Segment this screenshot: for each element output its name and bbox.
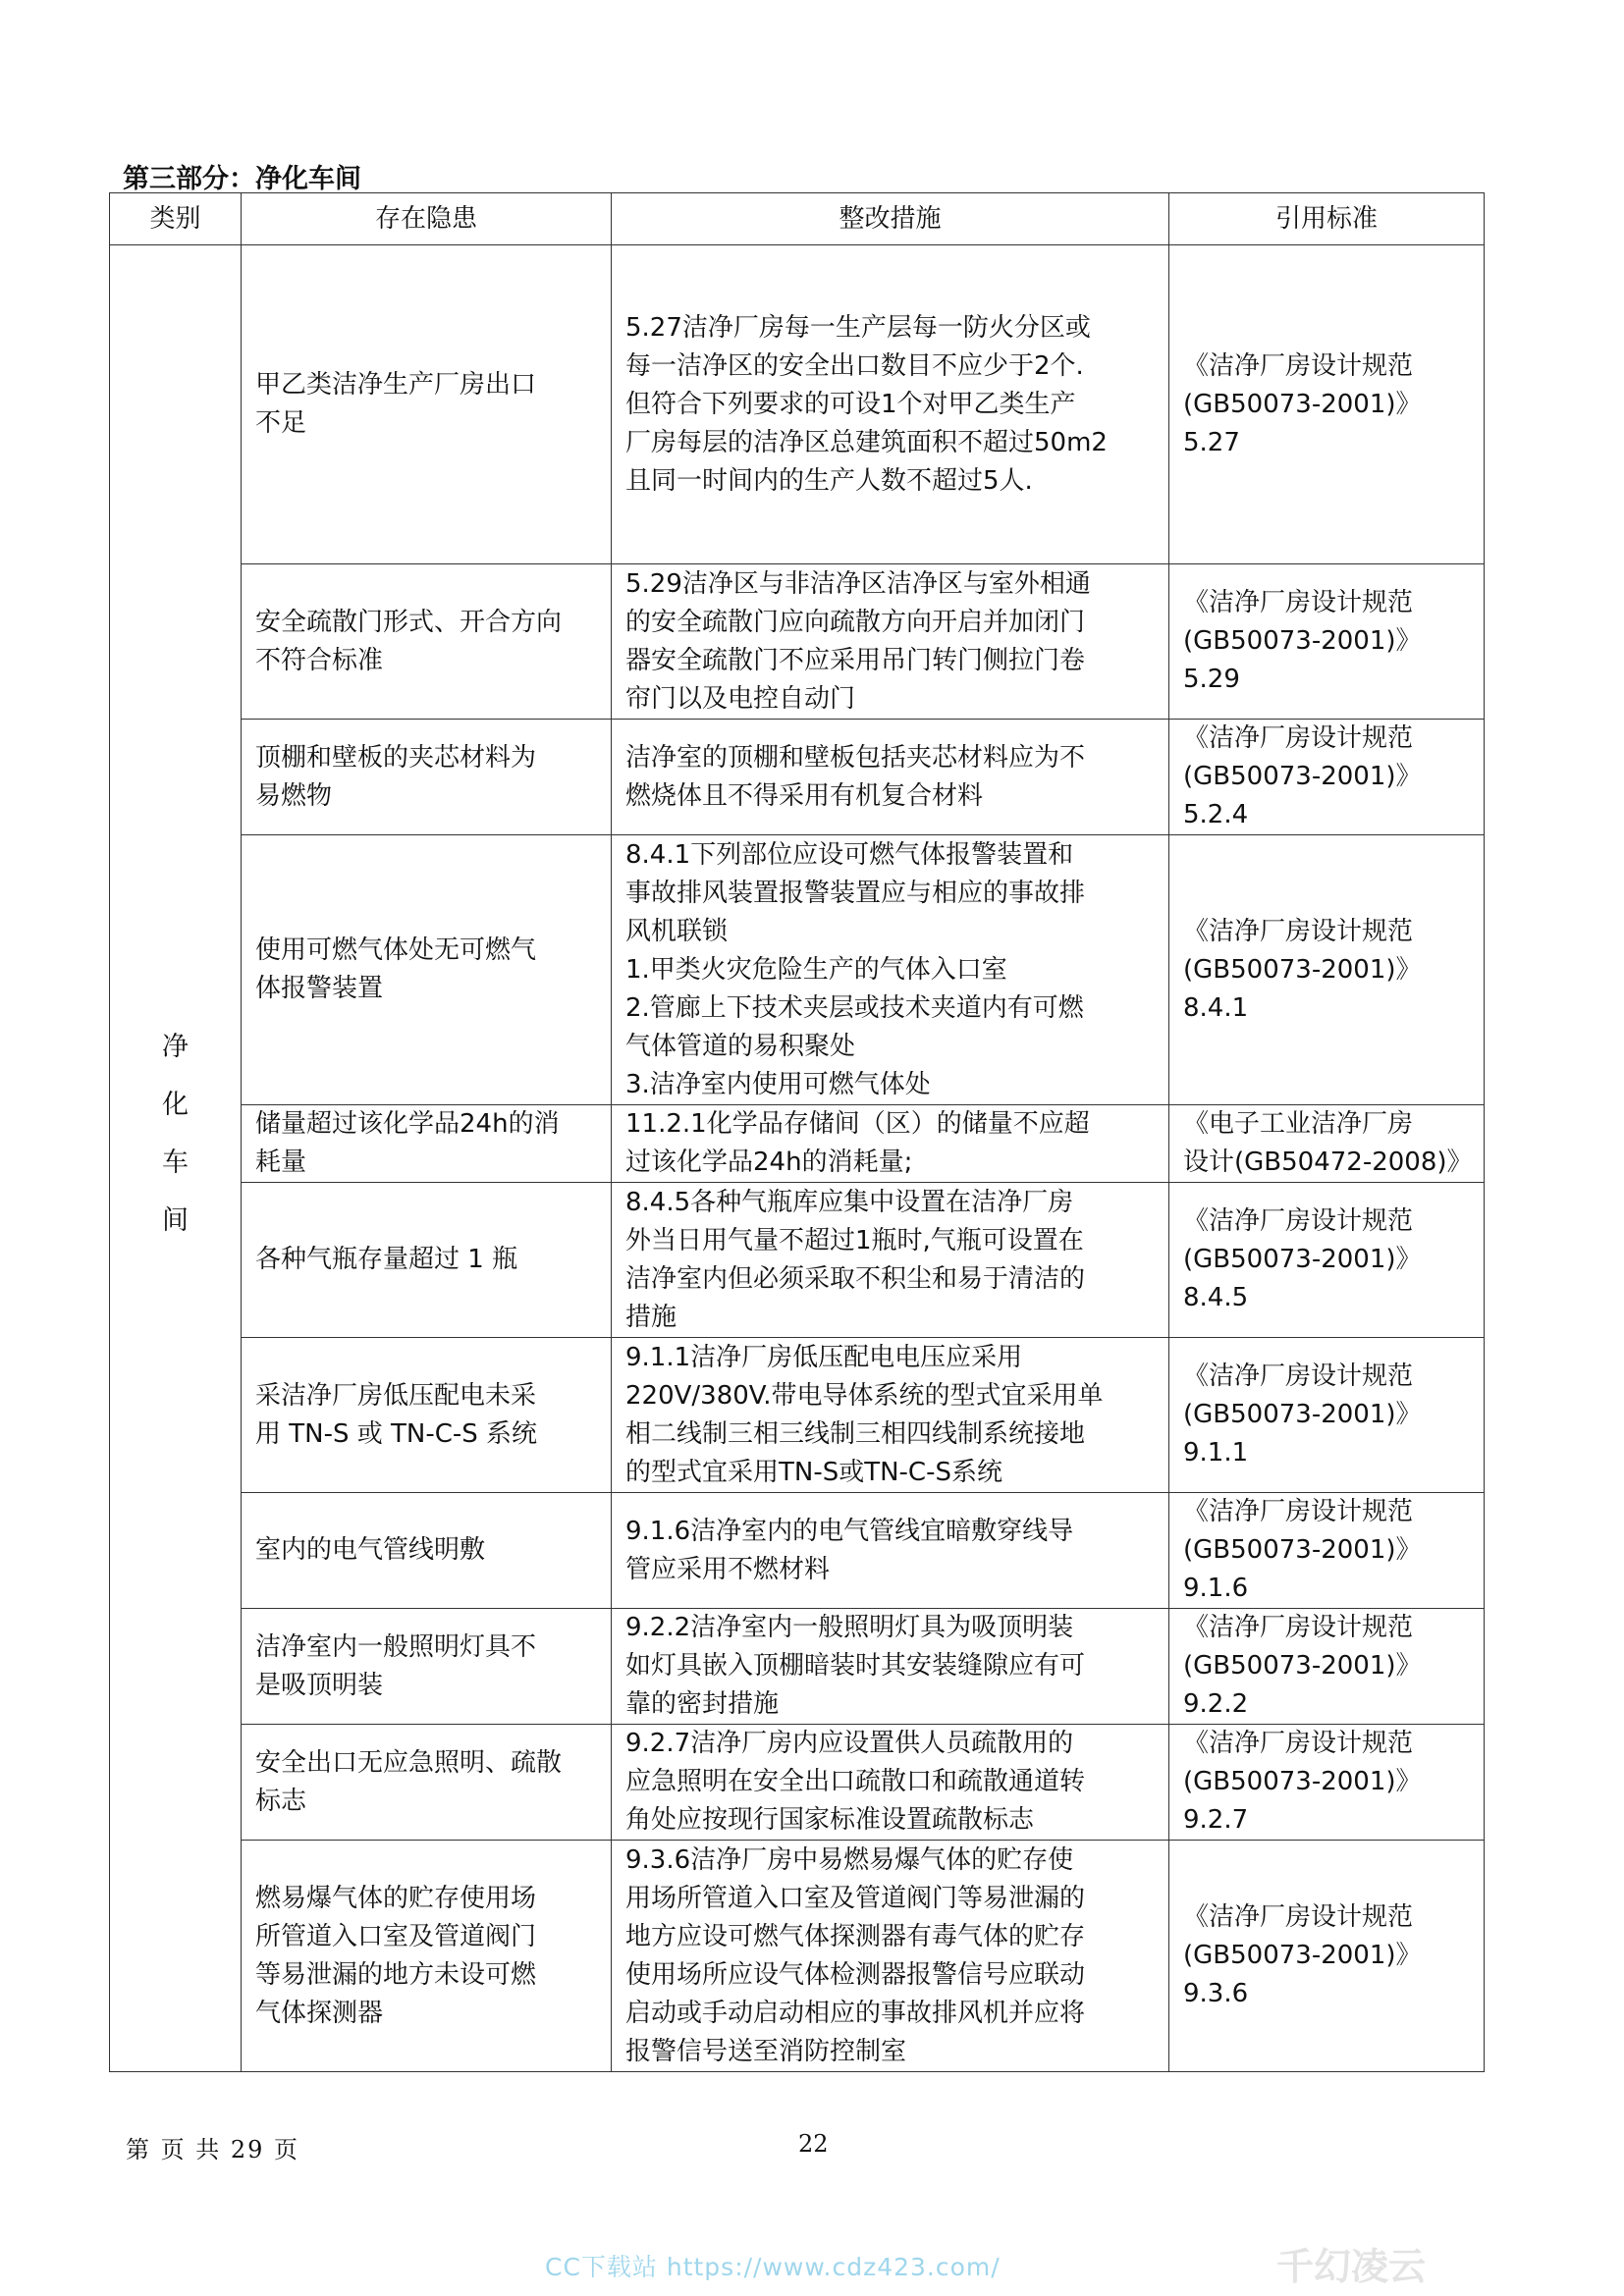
standard-cell: 《洁净厂房设计规范 (GB50073-2001)》 9.1.6 [1169,1493,1485,1609]
table-row [110,1493,1485,1609]
category-char: 化 [162,1090,189,1120]
standard-cell: 《洁净厂房设计规范 (GB50073-2001)》5.27 [1169,245,1485,564]
header-hazard: 存在隐患 [242,193,612,245]
measure-cell: 5.29洁净区与非洁净区洁净区与室外相通 的安全疏散门应向疏散方向开启并加闭门 器安全疏散门不应采用吊门转门侧拉门卷 帘门以及电控自动门 [612,564,1169,720]
page-number: 22 [798,2130,829,2158]
measure-cell: 5.27洁净厂房每一生产层每一防火分区或 每一洁净区的安全出口数目不应少于2个. 但符合下列要求的可设1个对甲乙类生产 厂房每层的洁净区总建筑面积不超过50m2 且同一时间内的生产人数不超过5人. [612,245,1169,564]
hazard-cell: 甲乙类洁净生产厂房出口 不足 [242,245,612,564]
measure-cell: 9.1.6洁净室内的电气管线宜暗敷穿线导 管应采用不燃材料 [612,1493,1169,1609]
table-row [110,1105,1485,1183]
category-char: 间 [162,1205,189,1236]
measure-cell: 9.3.6洁净厂房中易燃易爆气体的贮存使 用场所管道入口室及管道阀门等易泄漏的 地方应设可燃气体探测器有毒气体的贮存 使用场所应设气体检测器报警信号应联动 启动或手动启动相应的事故排风机并应将 报警信号送至消防控制室 [612,1841,1169,2072]
hazard-cell: 顶棚和壁板的夹芯材料为 易燃物 [242,720,612,835]
category-char: 净 [162,1032,189,1062]
hazard-cell: 安全疏散门形式、开合方向 不符合标准 [242,564,612,720]
hazard-cell: 安全出口无应急照明、疏散 标志 [242,1725,612,1841]
section-title: 第三部分：净化车间 [123,164,361,194]
table-row [110,1725,1485,1841]
hazard-table [109,192,1485,2072]
table-header-row [110,193,1485,245]
measure-cell: 9.2.2洁净室内一般照明灯具为吸顶明装 如灯具嵌入顶棚暗装时其安装缝隙应有可 靠的密封措施 [612,1609,1169,1725]
measure-cell: 11.2.1化学品存储间（区）的储量不应超 过该化学品24h的消耗量; [612,1105,1169,1183]
standard-cell: 《洁净厂房设计规范 (GB50073-2001)》 9.2.7 [1169,1725,1485,1841]
standard-cell: 《洁净厂房设计规范 (GB50073-2001)》 8.4.5 [1169,1183,1485,1338]
table-row [110,720,1485,835]
hazard-cell: 采洁净厂房低压配电未采 用 TN-S 或 TN-C-S 系统 [242,1338,612,1493]
hazard-cell: 储量超过该化学品24h的消 耗量 [242,1105,612,1183]
header-category: 类别 [110,193,242,245]
standard-cell: 《洁净厂房设计规范 (GB50073-2001)》5.29 [1169,564,1485,720]
standard-cell: 《洁净厂房设计规范 (GB50073-2001)》 9.3.6 [1169,1841,1485,2072]
header-standard: 引用标准 [1169,193,1485,245]
watermark-url: CC下载站 https://www.cdz423.com/ [545,2253,1001,2281]
table-row [110,1338,1485,1493]
header-measure: 整改措施 [612,193,1169,245]
category-char: 车 [162,1148,189,1178]
table-row [110,564,1485,720]
table-row [110,1841,1485,2072]
hazard-cell: 各种气瓶存量超过 1 瓶 [242,1183,612,1338]
measure-cell: 8.4.5各种气瓶库应集中设置在洁净厂房 外当日用气量不超过1瓶时,气瓶可设置在 洁净室内但必须采取不积尘和易于清洁的 措施 [612,1183,1169,1338]
hazard-cell: 室内的电气管线明敷 [242,1493,612,1609]
measure-cell: 9.2.7洁净厂房内应设置供人员疏散用的 应急照明在安全出口疏散口和疏散通道转 角处应按现行国家标准设置疏散标志 [612,1725,1169,1841]
table-row [110,1183,1485,1338]
hazard-cell: 使用可燃气体处无可燃气 体报警装置 [242,835,612,1105]
hazard-cell: 洁净室内一般照明灯具不 是吸顶明装 [242,1609,612,1725]
measure-cell: 9.1.1洁净厂房低压配电电压应采用 220V/380V.带电导体系统的型式宜采用单 相二线制三相三线制三相四线制系统接地 的型式宜采用TN-S或TN-C-S系统 [612,1338,1169,1493]
measure-cell: 洁净室的顶棚和壁板包括夹芯材料应为不 燃烧体且不得采用有机复合材料 [612,720,1169,835]
standard-cell: 《洁净厂房设计规范 (GB50073-2001)》 9.2.2 [1169,1609,1485,1725]
table-row [110,245,1485,564]
measure-cell: 8.4.1下列部位应设可燃气体报警装置和 事故排风装置报警装置应与相应的事故排 风机联锁 1.甲类火灾危险生产的气体入口室 2.管廊上下技术夹层或技术夹道内有可燃 气体管道的易积聚处 3.洁净室内使用可燃气体处 [612,835,1169,1105]
hazard-cell: 燃易爆气体的贮存使用场 所管道入口室及管道阀门 等易泄漏的地方未设可燃 气体探测器 [242,1841,612,2072]
standard-cell: 《电子工业洁净厂房 设计(GB50472-2008)》 [1169,1105,1485,1183]
table-row [110,835,1485,1105]
watermark-logo: 千幻凌云 [1276,2245,1427,2288]
category-cell [110,245,242,2072]
standard-cell: 《洁净厂房设计规范 (GB50073-2001)》 5.2.4 [1169,720,1485,835]
page-label: 第 页 共 29 页 [126,2136,300,2163]
standard-cell: 《洁净厂房设计规范 (GB50073-2001)》 9.1.1 [1169,1338,1485,1493]
standard-cell: 《洁净厂房设计规范 (GB50073-2001)》 8.4.1 [1169,835,1485,1105]
table-row [110,1609,1485,1725]
